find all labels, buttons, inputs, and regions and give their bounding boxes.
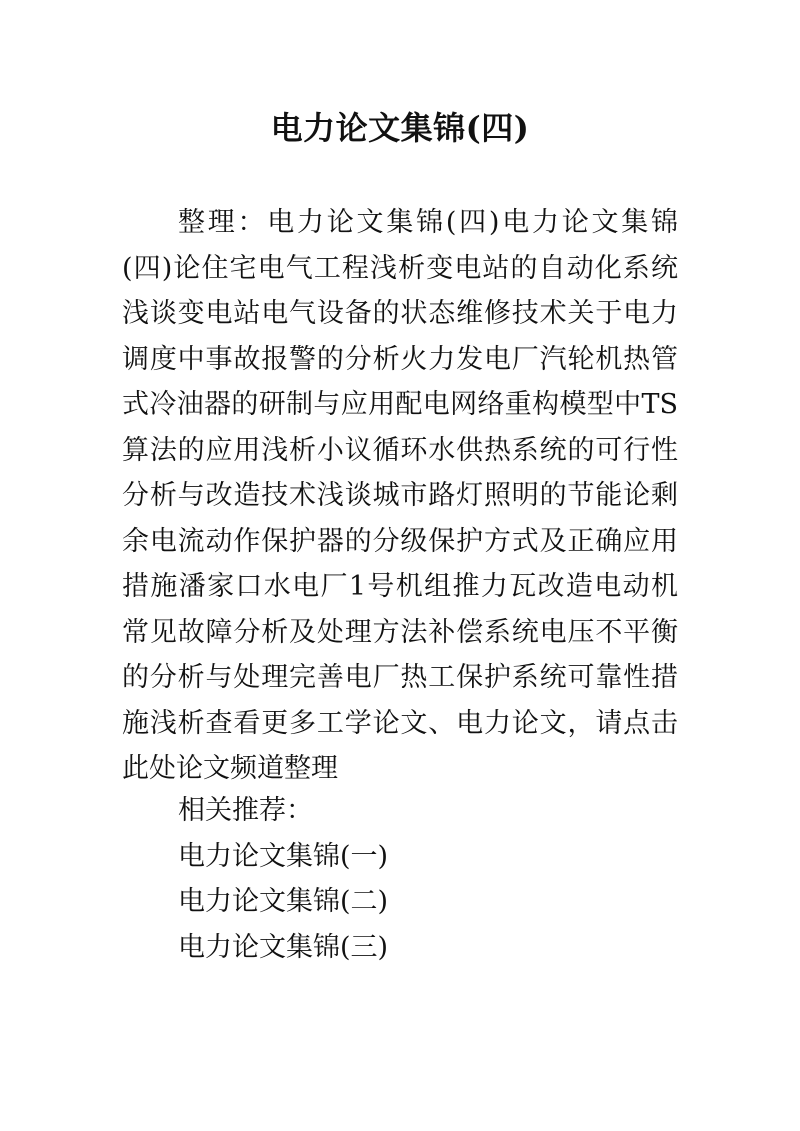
related-item-2[interactable]: 电力论文集锦(二)	[178, 886, 389, 917]
body-paragraph: 整理：电力论文集锦(四)电力论文集锦(四)论住宅电气工程浅析变电站的自动化系统浅谈变电站电气设备的状态维修技术关于电力调度中事故报警的分析火力发电厂汽轮机热管式冷油器的研制与应用配电网络重构模型中TS算法的应用浅析小议循环水供热系统的可行性分析与改造技术浅谈城市路灯照明的节能论剩余电流动作保护器的分级保护方式及正确应用措施潘家口水电厂1号机组推力瓦改造电动机常见故障分析及处理方法补偿系统电压不平衡的分析与处理完善电厂热工保护系统可靠性措施浅析查看更多工学论文、电力论文，请点击此处论文频道整理	[122, 207, 678, 784]
page-title: 电力论文集锦(四)	[270, 109, 530, 147]
related-item-3[interactable]: 电力论文集锦(三)	[178, 931, 389, 963]
related-heading: 相关推荐：	[178, 795, 313, 826]
related-item-1[interactable]: 电力论文集锦(一)	[178, 840, 389, 872]
related-list	[178, 788, 658, 970]
